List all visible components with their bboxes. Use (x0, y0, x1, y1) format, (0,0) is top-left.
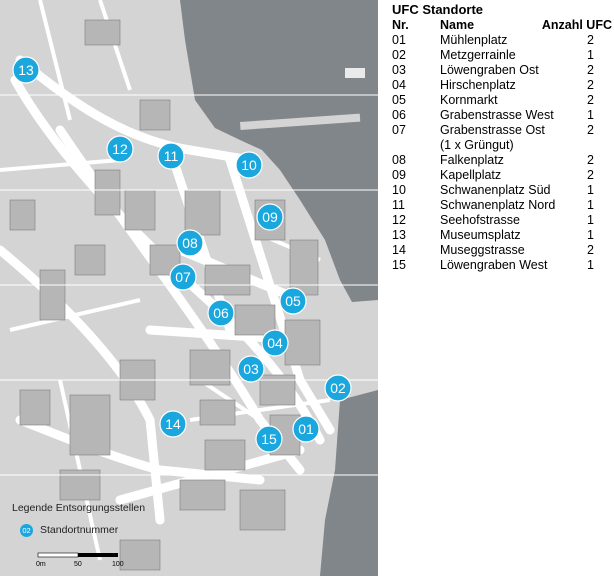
row-name (440, 108, 580, 123)
row-nr: 01 (392, 33, 406, 47)
row-name (440, 153, 580, 168)
table-row (392, 183, 612, 198)
marker-number: 09 (262, 209, 278, 225)
location-marker[interactable] (160, 411, 186, 437)
row-nr: 15 (392, 258, 406, 272)
marker-number: 02 (330, 380, 346, 396)
row-name-text: Metzgerrainle (440, 48, 516, 62)
location-marker[interactable] (238, 356, 264, 382)
row-nr: 10 (392, 183, 406, 197)
row-name (440, 258, 580, 273)
marker-number: 14 (165, 416, 181, 432)
row-count: 2 (587, 243, 594, 257)
row-count: 2 (587, 33, 594, 47)
table-title: UFC Standorte (392, 2, 483, 17)
table-row (392, 93, 612, 108)
row-nr: 11 (392, 198, 405, 212)
row-name (440, 78, 580, 93)
location-marker[interactable] (325, 375, 351, 401)
marker-number: 12 (112, 141, 128, 157)
row-name (440, 63, 580, 78)
row-name (440, 183, 580, 198)
location-marker[interactable] (257, 204, 283, 230)
scale-label-100: 100 (112, 561, 124, 568)
row-name-text: Schwanenplatz Nord (440, 198, 556, 212)
row-note: (1 x Grüngut) (440, 138, 514, 152)
row-name-text: Hirschenplatz (440, 78, 516, 92)
location-marker[interactable] (280, 288, 306, 314)
row-count: 1 (587, 198, 594, 212)
row-nr: 09 (392, 168, 406, 182)
table-row (392, 78, 612, 93)
location-marker[interactable] (256, 426, 282, 452)
marker-number: 11 (163, 148, 179, 164)
legend-title: Legende Entsorgungsstellen (12, 502, 146, 514)
table-row (392, 213, 612, 228)
marker-number: 06 (213, 305, 229, 321)
table-row (392, 108, 612, 123)
row-name (440, 228, 580, 243)
table-row (392, 258, 612, 273)
pier (345, 68, 365, 78)
marker-number: 04 (267, 335, 283, 351)
row-name (440, 33, 580, 48)
row-nr: 13 (392, 228, 406, 242)
scale-label-50: 50 (74, 561, 82, 568)
row-name (440, 243, 580, 258)
header-count: Anzahl UFC (541, 18, 612, 32)
row-nr: 08 (392, 153, 406, 167)
row-name-text: Mühlenplatz (440, 33, 508, 47)
marker-number: 07 (175, 269, 191, 285)
row-nr: 02 (392, 48, 406, 62)
location-marker[interactable] (293, 416, 319, 442)
table-row (392, 228, 612, 243)
row-name (440, 198, 580, 213)
row-nr: 14 (392, 243, 406, 257)
row-count: 1 (587, 108, 594, 122)
row-name (440, 168, 580, 183)
header-name: Name (440, 18, 475, 32)
row-count: 2 (587, 123, 594, 137)
table-row (392, 63, 612, 78)
row-name-text: Kapellplatz (440, 168, 502, 182)
row-count: 2 (587, 153, 594, 167)
row-name-text: Grabenstrasse Ost (440, 123, 545, 137)
row-nr: 07 (392, 123, 406, 137)
row-name-text: Falkenplatz (440, 153, 504, 167)
table-row (392, 153, 612, 168)
table-body (392, 33, 612, 273)
row-count: 2 (587, 168, 594, 182)
row-name (440, 213, 580, 228)
marker-number: 03 (243, 361, 259, 377)
row-name-text: Kornmarkt (440, 93, 498, 107)
row-count: 2 (587, 93, 594, 107)
marker-number: 01 (298, 421, 314, 437)
row-name-text: Löwengraben West (440, 258, 548, 272)
legend-label: Standortnummer (40, 524, 119, 536)
scale-label-0: 0m (36, 561, 46, 568)
table-row (392, 48, 612, 63)
marker-number: 05 (285, 293, 301, 309)
row-count: 1 (587, 228, 594, 242)
location-marker[interactable] (170, 264, 196, 290)
row-count: 1 (587, 213, 594, 227)
row-nr: 06 (392, 108, 406, 122)
row-name-text: Museggstrasse (440, 243, 525, 257)
table-header-row (392, 18, 612, 33)
table-row (392, 198, 612, 213)
location-marker[interactable] (262, 330, 288, 356)
location-marker[interactable] (177, 230, 203, 256)
row-name (440, 48, 580, 63)
table-row (392, 168, 612, 183)
table-row (392, 243, 612, 258)
location-marker[interactable] (236, 152, 262, 178)
row-nr: 05 (392, 93, 406, 107)
row-count: 2 (587, 63, 594, 77)
header-nr: Nr. (392, 18, 409, 32)
row-count: 1 (587, 183, 594, 197)
row-nr: 03 (392, 63, 406, 77)
row-name-text: Seehofstrasse (440, 213, 520, 227)
table-row (392, 123, 612, 153)
row-name-text: Löwengraben Ost (440, 63, 539, 77)
row-name (440, 93, 580, 108)
marker-number: 13 (18, 62, 34, 78)
marker-number: 10 (241, 157, 257, 173)
row-count: 2 (587, 78, 594, 92)
row-name-text: Museumsplatz (440, 228, 521, 242)
row-name (440, 123, 580, 153)
location-marker[interactable] (107, 136, 133, 162)
marker-number: 15 (261, 431, 277, 447)
row-nr: 04 (392, 78, 406, 92)
row-name-text: Schwanenplatz Süd (440, 183, 551, 197)
location-marker[interactable] (158, 143, 184, 169)
table-row (392, 33, 612, 48)
row-nr: 12 (392, 213, 406, 227)
location-marker[interactable] (208, 300, 234, 326)
marker-number: 08 (182, 235, 198, 251)
row-name-text: Grabenstrasse West (440, 108, 554, 122)
row-count: 1 (587, 48, 594, 62)
legend-marker-symbol: 02 (20, 524, 33, 537)
row-count: 1 (587, 258, 594, 272)
locations-table (392, 2, 612, 273)
location-marker[interactable] (13, 57, 39, 83)
